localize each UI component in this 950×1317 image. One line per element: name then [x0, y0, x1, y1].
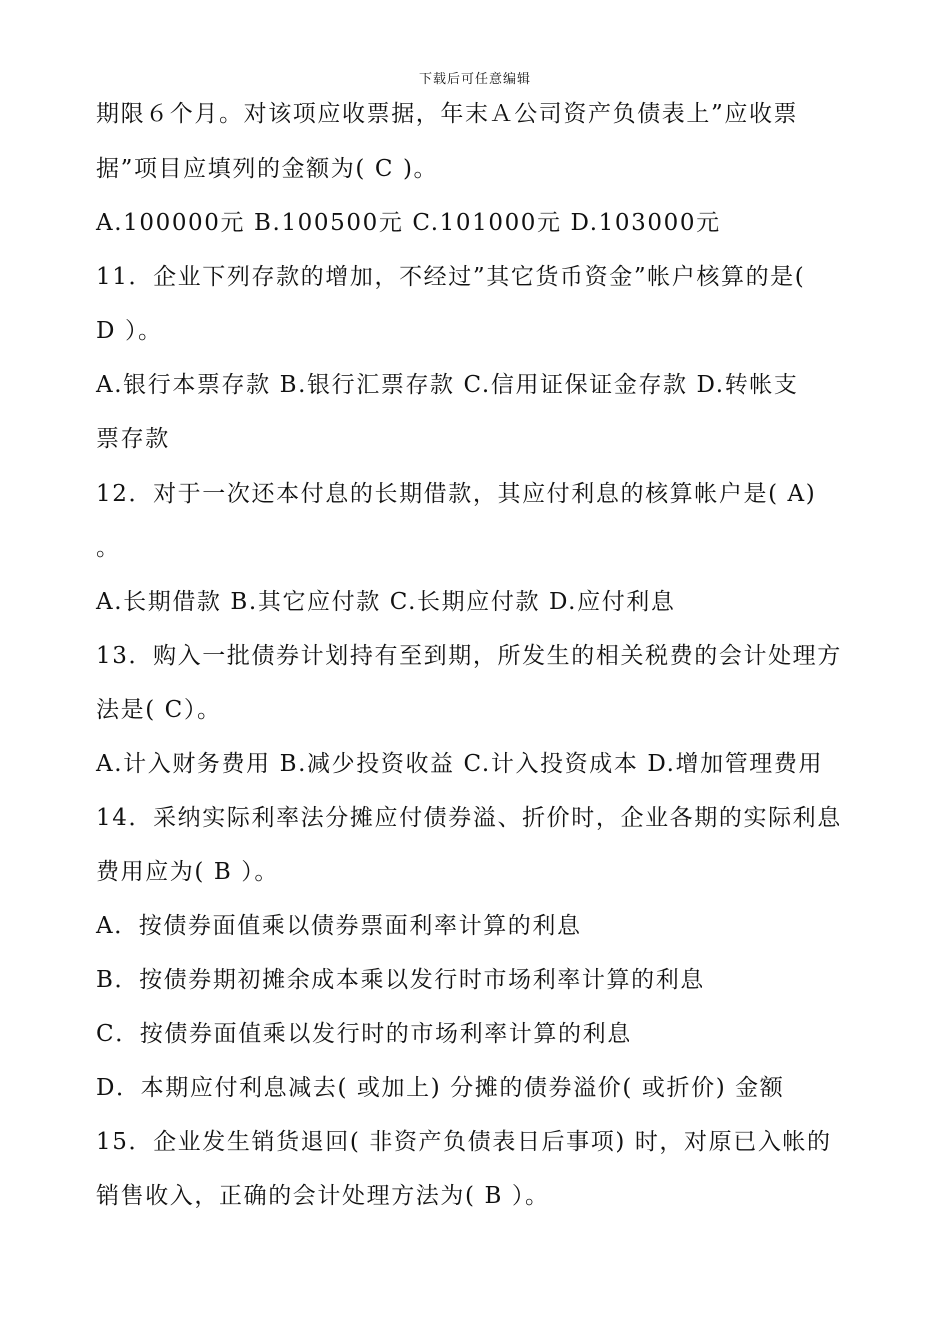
text-line-17: B．按债券期初摊余成本乘以发行时市场利率计算的利息: [96, 967, 705, 993]
text-line-6: A.银行本票存款 B.银行汇票存款 C.信用证保证金存款 D.转帐支: [96, 372, 799, 398]
text-line-7: 票存款: [96, 426, 170, 452]
text-line-15: 费用应为( B ）。: [96, 859, 279, 885]
text-line-13: A.计入财务费用 B.减少投资收益 C.计入投资成本 D.增加管理费用: [96, 751, 824, 777]
text-line-18: C．按债券面值乘以发行时的市场利率计算的利息: [96, 1021, 632, 1047]
text-line-10: A.长期借款 B.其它应付款 C.长期应付款 D.应付利息: [96, 589, 676, 615]
text-line-4: 11．企业下列存款的增加，不经过”其它货币资金”帐户核算的是(: [96, 264, 806, 290]
text-line-3: A.100000元 B.100500元 C.101000元 D.103000元: [96, 210, 721, 236]
text-line-8: 12．对于一次还本付息的长期借款，其应付利息的核算帐户是( A): [96, 481, 817, 507]
text-line-20: 15．企业发生销货退回( 非资产负债表日后事项) 时，对原已入帐的: [96, 1129, 832, 1155]
text-line-5: D ）。: [96, 318, 163, 344]
text-line-1: 期限６个月。对该项应收票据，年末Ａ公司资产负债表上”应收票: [96, 101, 799, 127]
page-header: 下载后可任意编辑: [418, 72, 531, 87]
text-line-2: 据”项目应填列的金额为( C )。: [96, 156, 439, 182]
text-line-16: A．按债券面值乘以债券票面利率计算的利息: [96, 913, 582, 939]
text-line-12: 法是( C）。: [96, 697, 222, 723]
text-line-14: 14．采纳实际利率法分摊应付债券溢、折价时，企业各期的实际利息: [96, 805, 842, 831]
text-line-11: 13．购入一批债券计划持有至到期，所发生的相关税费的会计处理方: [96, 643, 842, 669]
text-line-21: 销售收入，正确的会计处理方法为( B ）。: [96, 1183, 550, 1209]
text-line-19: D．本期应付利息减去( 或加上) 分摊的债券溢价( 或折价) 金额: [96, 1075, 785, 1101]
text-line-9: 。: [96, 535, 121, 561]
